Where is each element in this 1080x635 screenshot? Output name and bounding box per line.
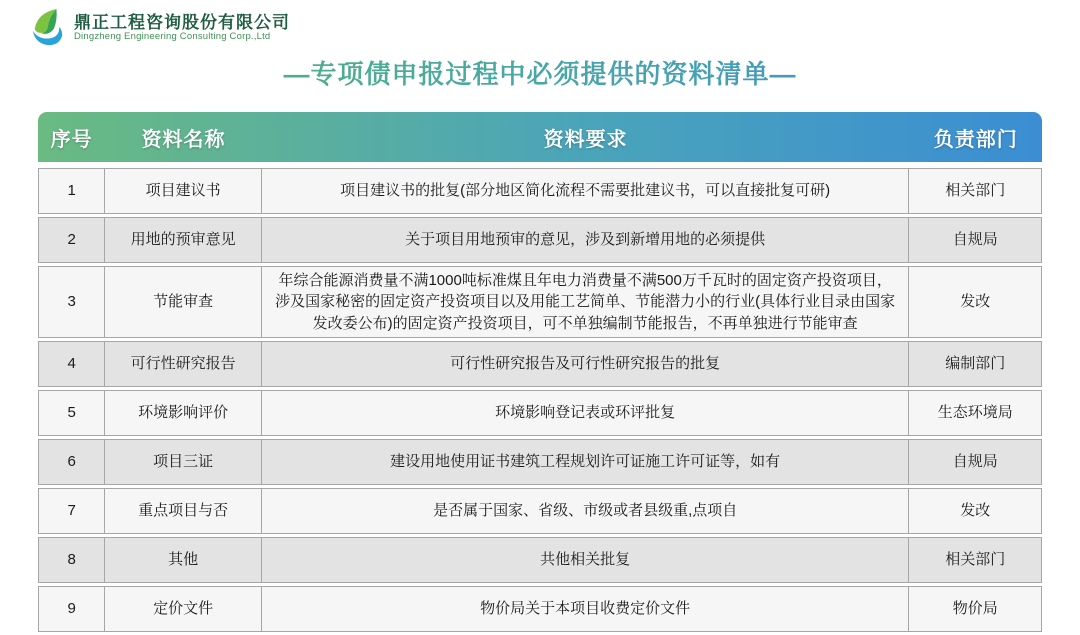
row-material-name: 环境影响评价 [105, 390, 262, 436]
header-material-name: 资料名称 [141, 128, 226, 151]
row-material-requirement: 建设用地使用证书建筑工程规划许可证施工许可证等，如有 [262, 439, 910, 485]
row-material-requirement: 环境影响登记表或环评批复 [262, 390, 910, 436]
table-row [38, 266, 1042, 338]
row-material-name: 可行性研究报告 [105, 341, 262, 387]
header-seq-no: 序号 [50, 128, 93, 151]
row-responsible-department: 自规局 [909, 217, 1042, 263]
row-responsible-department: 物价局 [909, 586, 1042, 632]
row-responsible-department: 相关部门 [909, 168, 1042, 214]
row-responsible-department: 生态环境局 [909, 390, 1042, 436]
row-seq-no: 5 [38, 390, 105, 436]
row-material-name: 定价文件 [105, 586, 262, 632]
table-row [38, 168, 1042, 214]
row-material-name: 节能审查 [105, 266, 262, 338]
table-row [38, 390, 1042, 436]
row-responsible-department: 发改 [909, 488, 1042, 534]
leaf-swoosh-logo-icon [28, 6, 66, 50]
row-seq-no: 7 [38, 488, 105, 534]
table-row [38, 586, 1042, 632]
row-seq-no: 2 [38, 217, 105, 263]
row-seq-no: 3 [38, 266, 105, 338]
row-material-requirement: 项目建议书的批复(部分地区简化流程不需要批建议书，可以直接批复可研) [262, 168, 910, 214]
materials-data-table [38, 165, 1042, 635]
row-material-name: 其他 [105, 537, 262, 583]
row-seq-no: 6 [38, 439, 105, 485]
row-material-name: 用地的预审意见 [105, 217, 262, 263]
row-material-requirement: 物价局关于本项目收费定价文件 [262, 586, 910, 632]
table-row [38, 439, 1042, 485]
row-material-requirement: 关于项目用地预审的意见，涉及到新增用地的必须提供 [262, 217, 910, 263]
row-seq-no: 4 [38, 341, 105, 387]
row-material-requirement: 共他相关批复 [262, 537, 910, 583]
row-responsible-department: 发改 [909, 266, 1042, 338]
company-logo [28, 6, 290, 50]
row-seq-no: 9 [38, 586, 105, 632]
table-row [38, 341, 1042, 387]
company-name-zh: 鼎正工程咨询股份有限公司 [74, 12, 290, 32]
table-header-row [38, 112, 1042, 162]
row-material-requirement: 是否属于国家、省级、市级或者县级重,点项自 [262, 488, 910, 534]
row-seq-no: 8 [38, 537, 105, 583]
row-responsible-department: 编制部门 [909, 341, 1042, 387]
table-row [38, 537, 1042, 583]
row-material-name: 重点项目与否 [105, 488, 262, 534]
page-title: —专项债申报过程中必须提供的资料清单— [0, 54, 1080, 91]
row-material-requirement: 年综合能源消费量不满1000吨标准煤且年电力消费量不满500万千瓦时的固定资产投资项目，涉及国家秘密的固定资产投资项目以及用能工艺简单、节能潜力小的行业(具体行业目录由国家发改委公布)的固定资产投资项目，可不单独编制节能报告，不再单独进行节能审查 [262, 266, 910, 338]
header-material-requirement: 资料要求 [543, 128, 628, 151]
header-responsible-department: 负责部门 [933, 128, 1018, 151]
row-material-requirement: 可行性研究报告及可行性研究报告的批复 [262, 341, 910, 387]
row-seq-no: 1 [38, 168, 105, 214]
row-responsible-department: 自规局 [909, 439, 1042, 485]
row-material-name: 项目三证 [105, 439, 262, 485]
table-row [38, 217, 1042, 263]
row-responsible-department: 相关部门 [909, 537, 1042, 583]
materials-table [38, 112, 1042, 635]
table-row [38, 488, 1042, 534]
row-material-name: 项目建议书 [105, 168, 262, 214]
table-body [38, 168, 1042, 632]
company-name-en: Dingzheng Engineering Consulting Corp.,Ltd [74, 31, 271, 43]
